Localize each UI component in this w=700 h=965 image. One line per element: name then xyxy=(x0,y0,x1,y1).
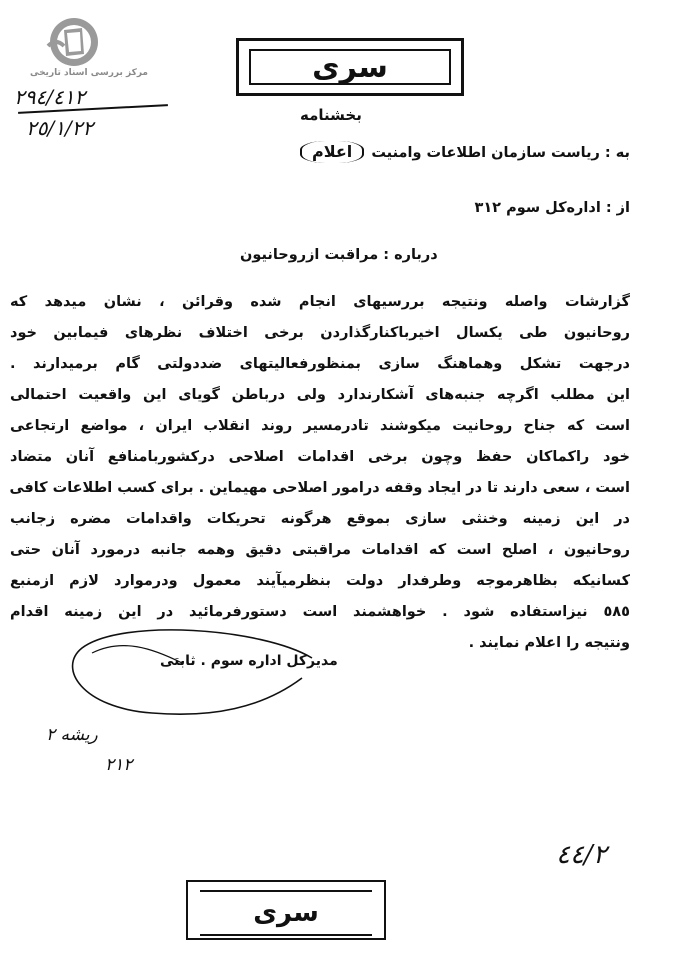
handwritten-reference-date: ٢٥/١/٢٢ xyxy=(26,116,94,140)
signature-line: مدیرکل اداره سوم . ثابتی xyxy=(160,653,338,669)
handwritten-bottom-number: ٤٤/٢ xyxy=(556,840,607,870)
archive-logo-icon xyxy=(42,16,100,68)
classification-stamp-top xyxy=(236,38,464,96)
subject-line: درباره : مراقبت ازروحانیون xyxy=(240,247,438,263)
body-line: این مطلب اگرچه جنبه‌های آشکارندارد ولی درباطن گویای این واقعیت احتمالی xyxy=(10,387,630,403)
body-line: ونتیجه را اعلام نمایند . xyxy=(468,635,630,651)
handwritten-signature xyxy=(62,618,322,728)
classification-stamp-bottom xyxy=(186,880,386,940)
archive-watermark: مرکز بررسی اسناد تاریخی xyxy=(29,68,149,78)
body-line: است ، سعی دارند تا در ایجاد وقفه درامور اصلاحی مهیماین . برای کسب اطلاعات کافی xyxy=(10,480,630,496)
recipient-stamp: اعلام xyxy=(300,141,364,163)
body-line: ٥٨٥ نیزاستفاده شود . خواهشمند است دستورفرمائید در این زمینه اقدام xyxy=(10,604,630,620)
recipient-line: به : ریاست سازمان اطلاعات وامنیت xyxy=(371,145,630,161)
body-line: روحانیون طی یکسال اخیرباکنارگذاردن برخی اختلاف نظرهای فیمابین خود xyxy=(10,325,630,341)
classification-stamp-bottom-label: سری xyxy=(200,890,372,936)
body-line: خود راکماکان حفظ وچون برخی اقدامات اصلاحی درکشوربامنافع آنان متضاد xyxy=(10,449,630,465)
sender-line: از : اداره‌کل سوم ٣١٢ xyxy=(474,200,630,216)
handwritten-reference-number: ٢٩٤/٤١٢ xyxy=(14,85,86,109)
handwritten-initials: ریشه ٢ xyxy=(46,725,98,745)
body-line: کسانیکه بظاهرموجه وطرفدار دولت بنظرمیآیند معمول ودرموارد لازم ازمنبع xyxy=(10,573,630,589)
body-line: درجهت تشکل وهماهنگ سازی بمنظورفعالیتهای ضددولتی گام برمیدارند . xyxy=(10,356,630,372)
handwritten-initials-number: ٢١٢ xyxy=(105,755,133,775)
letter-body xyxy=(10,287,630,659)
body-line: روحانیون ، اصلح است که اقدامات مراقبتی دقیق وهمه جانبه درمورد آنان حتی xyxy=(10,542,630,558)
body-line: است که جناح روحانیت میکوشند تادرمسیر روند انقلاب ایران ، مواضع ارتجاعی xyxy=(10,418,630,434)
classification-stamp-top-label: سری xyxy=(249,49,451,85)
body-line: گزارشات واصله ونتیجه بررسیهای انجام شده وقرائن ، نشان میدهد که xyxy=(10,294,630,310)
document-type-label: بخشنامه xyxy=(300,106,362,124)
body-line: در این زمینه وخنثی سازی بموقع هرگونه تحریکات واقدامات مضره زجانب xyxy=(10,511,630,527)
